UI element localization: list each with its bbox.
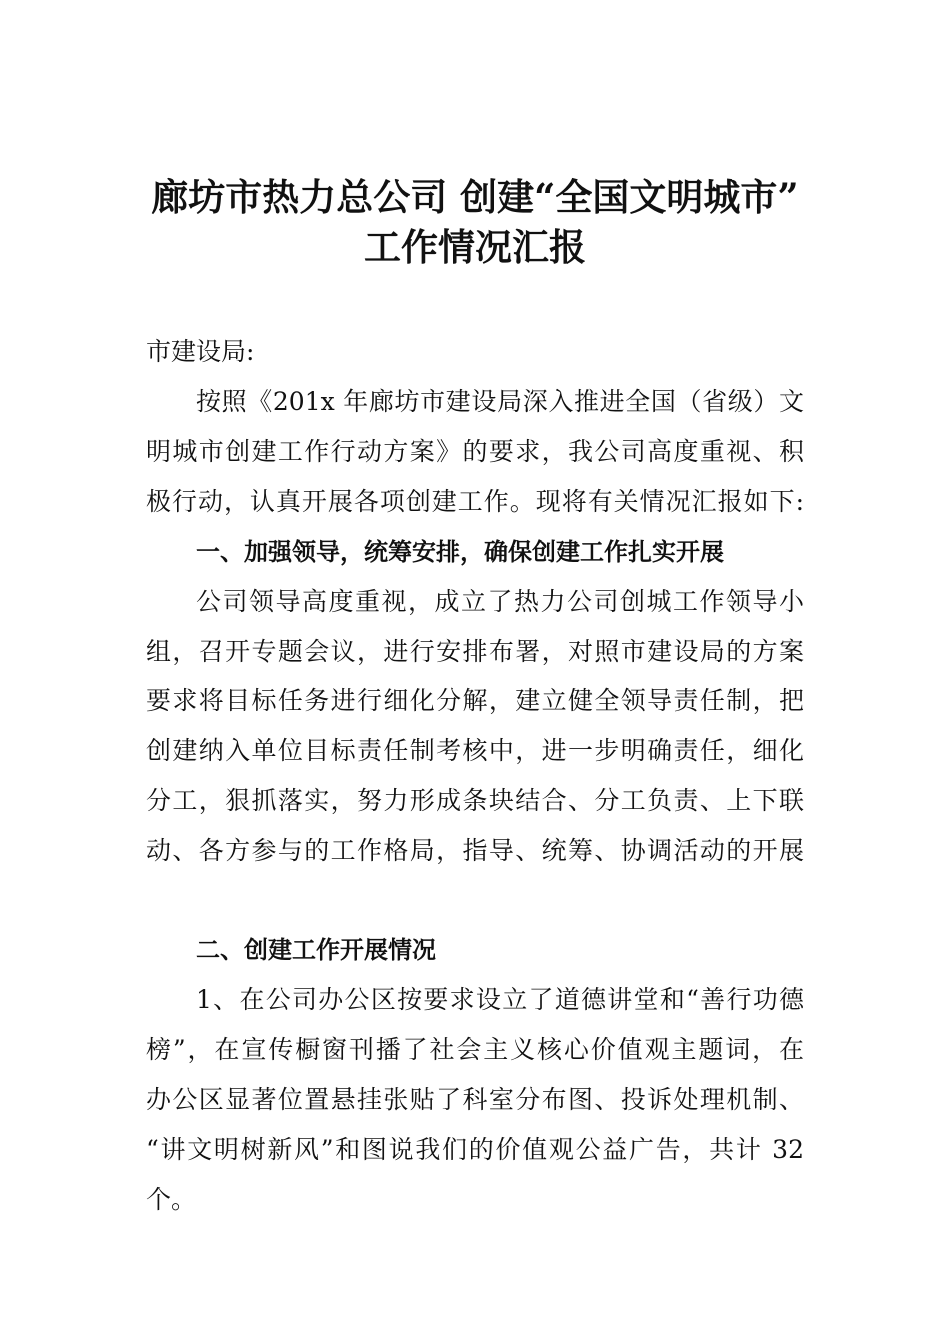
- section-2-line-1: 1、在公司办公区按要求设立了道德讲堂和“善行功德: [196, 985, 804, 1014]
- section-1-line-1: 公司领导高度重视，成立了热力公司创城工作领导小: [196, 587, 804, 616]
- document-title-line-2: 工作情况汇报: [364, 225, 586, 269]
- section-2-line-3: 办公区显著位置悬挂张贴了科室分布图、投诉处理机制、: [146, 1085, 804, 1114]
- section-1-line-6: 动、各方参与的工作格局，指导、统筹、协调活动的开展: [146, 836, 804, 865]
- section-1-line-2: 组，召开专题会议，进行安排布署，对照市建设局的方案: [146, 637, 804, 666]
- intro-line-2: 明城市创建工作行动方案》的要求，我公司高度重视、积: [146, 437, 804, 466]
- intro-line-1: 按照《201x 年廊坊市建设局深入推进全国（省级）文: [196, 387, 804, 416]
- section-2-line-4: “讲文明树新风”和图说我们的价值观公益广告，共计 32: [146, 1135, 804, 1164]
- section-2-heading: 二、创建工作开展情况: [196, 936, 436, 964]
- document-title-line-1: 廊坊市热力总公司 创建“全国文明城市”: [151, 175, 799, 219]
- section-1-line-5: 分工，狠抓落实，努力形成条块结合、分工负责、上下联: [146, 786, 804, 815]
- section-1-line-4: 创建纳入单位目标责任制考核中，进一步明确责任，细化: [146, 736, 804, 765]
- section-2-line-2: 榜”，在宣传橱窗刊播了社会主义核心价值观主题词，在: [146, 1035, 804, 1064]
- section-1-heading: 一、加强领导，统筹安排，确保创建工作扎实开展: [196, 538, 724, 566]
- section-1-line-3: 要求将目标任务进行细化分解，建立健全领导责任制，把: [146, 686, 804, 715]
- section-2-line-5: 个。: [146, 1185, 197, 1214]
- salutation: 市建设局:: [146, 337, 255, 366]
- intro-line-3: 极行动，认真开展各项创建工作。现将有关情况汇报如下:: [146, 487, 804, 516]
